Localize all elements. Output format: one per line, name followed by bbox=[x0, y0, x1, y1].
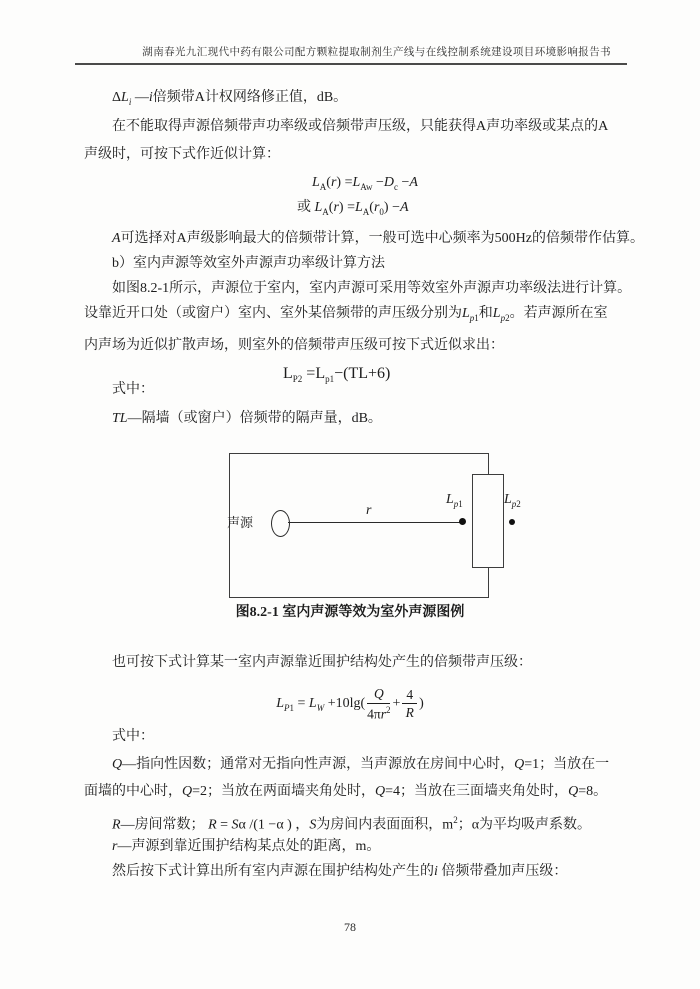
paragraph-line: 声级时，可按下式作近似计算： bbox=[84, 147, 280, 162]
formula-lp1 bbox=[0, 686, 700, 722]
distance-r-label: r bbox=[366, 503, 372, 518]
paragraph-line: 内声场为近似扩散声场，则室外的倍频带声压级可按下式近似求出： bbox=[84, 338, 504, 353]
formula-lp1-suffix: ) bbox=[419, 695, 424, 711]
fraction-4-over-r: $\frac{4}{R}$ bbox=[402, 687, 417, 721]
definition-tl: TL—隔墙（或窗户）倍频带的隔声量，dB。 bbox=[112, 411, 382, 426]
where-label: 式中： bbox=[112, 729, 154, 744]
formula-la-2: 或 $L_A(r) =L_A(r_0) -A$ bbox=[297, 200, 409, 217]
where-label: 式中： bbox=[112, 382, 154, 397]
distance-line bbox=[288, 522, 460, 523]
sound-source-label: 声源 bbox=[227, 515, 254, 530]
paragraph-line: 然后按下式计算出所有室内声源在围护结构处产生的i 倍频带叠加声压级： bbox=[112, 864, 568, 879]
formula-lp2: $L_{P2} =L_{p1}-(TL+6)$ bbox=[283, 365, 391, 385]
formula-la-1: $L_A(r) =L_{Aw} -D_c -A$ bbox=[312, 175, 418, 192]
wall-window-rectangle bbox=[472, 474, 504, 568]
paragraph-line: 设靠近开口处（或窗户）室内、室外某倍频带的声压级分别为$L_{p1}$和$L_{p2}$。若声源所在室 bbox=[84, 306, 608, 323]
paragraph-line: 如图8.2-1所示，声源位于室内，室内声源可采用等效室外声源声功率级法进行计算。 bbox=[112, 281, 632, 296]
point-lp2-dot bbox=[509, 519, 515, 525]
point-lp1-dot bbox=[459, 518, 466, 525]
paragraph-line: 在不能取得声源倍频带声功率级或倍频带声压级，只能获得A声功率级或某点的A bbox=[112, 119, 609, 134]
definition-q-line2: 面墙的中心时，Q=2；当放在两面墙夹角处时，Q=4；当放在三面墙夹角处时，Q=8。 bbox=[84, 784, 608, 799]
lp2-label: $L_{p2}$ bbox=[504, 492, 521, 509]
room-rectangle bbox=[229, 453, 489, 598]
paragraph-line: A可选择对A声级影响最大的倍频带计算，一般可选中心频率为500Hz的倍频带作估算。 bbox=[112, 231, 644, 246]
lp1-label: $L_{p1}$ bbox=[446, 492, 463, 509]
definition-delta-li: $\Delta L_i$ —i倍频带A计权网络修正值，dB。 bbox=[112, 90, 348, 107]
fraction-q-over-4pir2: $\frac{Q}{4\pi r^2}$ bbox=[367, 686, 391, 722]
formula-lp1-plus: + bbox=[392, 695, 401, 711]
definition-q-line1: Q—指向性因数；通常对无指向性声源，当声源放在房间中心时，Q=1；当放在一 bbox=[112, 757, 610, 772]
paragraph-line: 也可按下式计算某一室内声源靠近围护结构处产生的倍频带声压级： bbox=[112, 655, 532, 670]
definition-r-constant: R—房间常数； R = Sα /(1 −α ) ，S为房间内表面面积，$m^2$；α为平均吸声系数。 bbox=[112, 815, 592, 833]
sound-source-ellipse bbox=[271, 510, 290, 537]
section-heading-b: b）室内声源等效室外声源声功率级计算方法 bbox=[112, 256, 385, 271]
page-number: 78 bbox=[344, 920, 356, 934]
figure-caption: 图8.2-1 室内声源等效为室外声源图例 bbox=[235, 605, 465, 620]
page-header: 湖南春光九汇现代中药有限公司配方颗粒提取制剂生产线与在线控制系统建设项目环境影响报告书 bbox=[75, 44, 627, 65]
formula-lp1-prefix: $L_{P1} = L_W +10\lg$( bbox=[276, 695, 366, 713]
definition-r-distance: r—声源到靠近围护结构某点处的距离，m。 bbox=[112, 839, 381, 854]
